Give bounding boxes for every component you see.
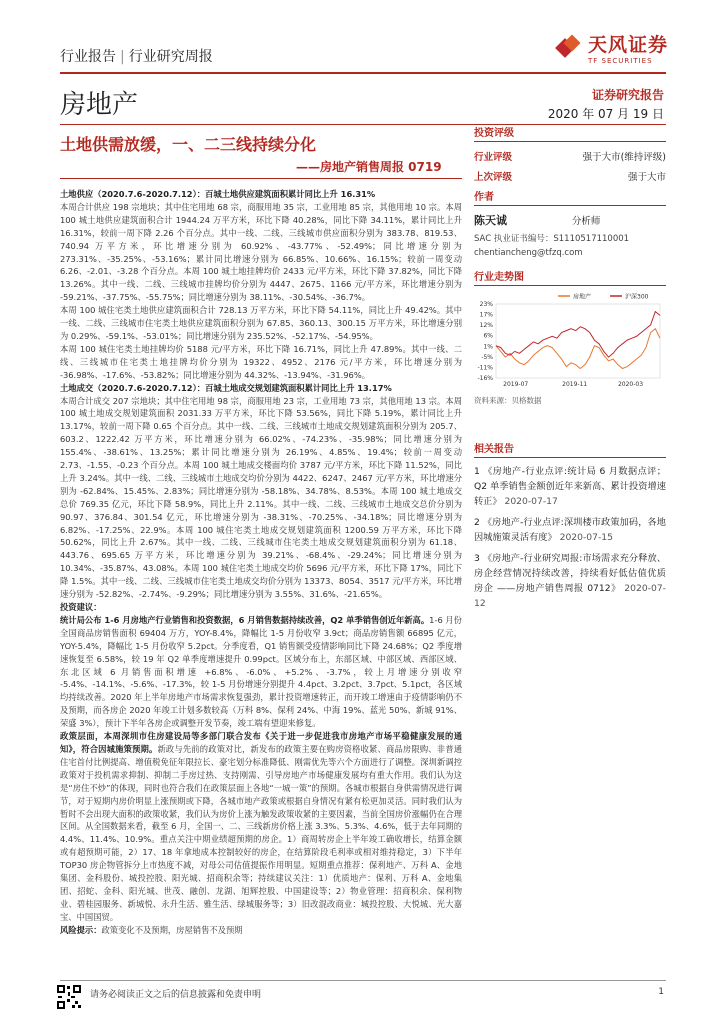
body-paragraph xyxy=(60,614,462,730)
rating-panel xyxy=(474,124,666,186)
trend-chart-panel xyxy=(474,268,666,406)
paragraph-text: 政策变化不及预期，房屋销售不及预期 xyxy=(101,924,243,935)
paragraph-lead: 统计局公布 1-6 月房地产行业销售和投资数据，6 月销售数据持续改善，Q2 单季销售创近年新高。 xyxy=(60,614,430,625)
rating-label: 行业评级 xyxy=(474,152,513,163)
page-number: 1 xyxy=(658,987,664,997)
rating-value: 强于大市(维持评级) xyxy=(582,152,666,163)
author-email[interactable]: chentiancheng@tfzq.com xyxy=(474,248,583,258)
y-tick-label: 6% xyxy=(483,332,493,340)
related-report-text[interactable]: 3 《房地产-行业研究周报:市场需求充分释放、房企经营情况持续改善，持续看好低估值优质房企 ——房地产销售周报 0712》 xyxy=(474,553,666,594)
related-title: 相关报告 xyxy=(474,440,666,458)
paragraph-lead: 政策层面，本周深圳市住房建设局等多部门联合发布《关于进一步促进我市房地产市场平稳健康发展的通知》，符合因城施策预期。 xyxy=(60,731,462,754)
related-report-item[interactable] xyxy=(474,515,666,545)
body-paragraph: 本周 100 城住宅类土地供应建筑面积合计 728.13 万平方米，环比下降 54.11%，同比上升 49.42%。其中一线、二线、三线城市住宅类土地供应建筑面积分别为 67.85、360.13、300.15 万平方米，环比增速分别为 0.29%、-59.1%、-53.01%；同比增速分别为 235.52%、-52.17%、-54.95%。 xyxy=(60,305,462,341)
section-heading: 土地供应（2020.7.6-2020.7.12）：百城土地供应建筑面积累计同比上升 16.31% xyxy=(60,189,376,199)
related-reports-panel xyxy=(474,440,666,611)
body-paragraph: 本周合计供应 198 宗地块；其中住宅用地 68 宗，商服用地 35 宗，工业用地 85 宗，其他用地 10 宗。本周 100 城土地供应建筑面积合计 1944.24 万平方米，环比下降 40.28%，同比下降 34.11%，累计同比上升 16.31%，较前一周下降 2.26 个百分点。其中一线、二线、三线城市供应面积分别为 383.78、819.53、740.94 万平方米，环比增速分别为 60.92%、-43.77%、-52.49%；同比增速分别为 273.31%、-35.25%、-53.16%；累计同比增速分别为 66.85%、10.66%、16.15%；较前一周变动 6.26、-2.01、-3.28 个百分点。本周 100 城土地挂牌均价 2433 元/平方米，环比下降 37.82%，同比下降 13.26%。其中一线、二线、三线城市挂牌均价分别为 4447、2675、1166 元/平方米，环比增速分别为 -59.21%、-37.75%、-55.75%；同比增速分别为 38.11%、-30.54%、-36.7%。 xyxy=(60,201,462,303)
paragraph-lead: 风险提示： xyxy=(60,924,102,935)
y-tick-label: 23% xyxy=(479,301,493,308)
body-paragraph xyxy=(60,924,462,937)
paragraph-text: 新政与先前的政策对比，新发布的政策主要在购房资格收紧、商品房限购、非普通住宅首付比例提高、增值税免征年限拉长、豪宅划分标准降低、刚需优先等六个方面进行了调整。深圳新调控政策对于投机需求抑制、抑制二手房过热、支持刚需、引导房地产市场健康发展均有重大作用。我们认为这是“房住不炒”的体现，同时也符合我们在政策层面上各地“一城一策”的预期。各城市根据自身供需情况进行调节，对于短期内房价明显上涨预期或下降，各城市地产政策或根据自身情况有紧有松更加灵活。同时我们认为暂时不会出现大面积的政策收紧，我们认为房价上涨为触发政策收紧的主要因素，当前全国房价涨幅仍在合理区间。从全国数据来看，截至 6 月，全国一、二、三线新房价格上涨 3.3%、5.3%、4.6%，低于去年同期的 4.4%、11.4%、10.9%。重点关注中期业绩超预期的房企。1）商周转房企上半年竣工确收增长，结算金额或有超预期可能，2）17、18 年拿地成本控制较好的房企，在结算阶段毛利率或相对维持稳定，3）下半年 TOP30 房企物管拆分上市热度不减，对母公司估值提振作用明显。短期重点推荐：保利地产、万科 A、金地集团、金科股份、城投控股、阳光城、招商积余等；持续建议关注：1）优质地产：保利、万科 A、金地集团、招蛇、金科、阳光城、世茂、融创、龙湖、旭辉控股、中国建设等；2）物业管理：招商积余、保利物业、碧桂园服务、新城悦、永升生活、雅生活、绿城服务等；3）旧改混改商业：城投控股、大悦城、光大嘉宝、中国国贸。 xyxy=(60,743,462,922)
related-report-date: 2020-07-15 xyxy=(559,532,614,543)
rating-value: 强于大市 xyxy=(627,172,666,183)
qr-code-icon xyxy=(56,984,82,1010)
x-tick-label: 2019-07 xyxy=(503,381,529,388)
y-tick-label: 17% xyxy=(479,311,493,319)
y-tick-label: 12% xyxy=(479,322,493,330)
logo-name-en: TF SECURITIES xyxy=(588,57,653,65)
category-weekly: 行业研究周报 xyxy=(128,49,213,65)
series-line-real-estate xyxy=(496,329,660,369)
x-tick-label: 2019-11 xyxy=(562,381,588,388)
series-line-csi300 xyxy=(496,312,660,358)
section-heading: 土地成交（2020.7.6-2020.7.12）：百城土地成交规划建筑面积累计同比上升 13.17% xyxy=(60,382,392,393)
related-report-item[interactable] xyxy=(474,551,666,611)
author-sac-number: SAC 执业证书编号：S1110517110001 xyxy=(474,234,630,244)
footer-divider xyxy=(60,980,666,981)
report-date: 2020 年 07 月 19 日 xyxy=(547,107,664,121)
report-subtitle: ——房地产销售周报 0719 xyxy=(296,160,442,174)
disclaimer-text: 请务必阅读正文之后的信息披露和免责申明 xyxy=(90,990,262,1000)
legend-label: 房地产 xyxy=(573,293,592,301)
author-name: 陈天诚 xyxy=(474,214,507,227)
report-body xyxy=(60,188,462,937)
report-type: 证券研究报告 xyxy=(591,88,664,102)
tf-securities-logo xyxy=(556,30,668,65)
body-paragraph: 本周合计成交 207 宗地块；其中住宅用地 98 宗，商服用地 23 宗，工业用地 73 宗，其他用地 13 宗。本周 100 城土地成交规划建筑面积 2031.33 万平方米，环比下降 53.56%，同比下降 5.19%，累计同比上升 13.17%，较前一周下降 0.65 个百分点。其中一线、二线、三线城市土地成交规划建筑面积分别为 205.7、603.2、1222.42 万平方米，环比增速分别为 66.02%、-74.23%、-35.98%；同比增速分别为 155.4%、-38.61%、13.25%；累计同比增速分别为 26.19%、4.85%、19.4%；较前一周变动 2.73、-1.55、-0.23 个百分点。本周 100 城土地成交楼面均价 3787 元/平方米，环比下降 11.52%，同比上升 3.24%。其中一线、二线、三线城市土地成交均价分别为 4422、6247、2467 元/平方米，环比增速分别为 -62.84%、15.45%、2.83%；同比增速分别为 -58.18%、34.78%、8.53%。本周 100 城土地成交总价 769.35 亿元，环比下降 58.9%，同比上升 2.11%。其中一线、二线、三线城市土地成交总价分别为 90.97、376.84、301.54 亿元，环比增速分别为 -38.31%、-70.25%、-34.18%；同比增速分别为 6.82%、-17.25%、22.9%。本周 100 城住宅类土地成交规划建筑面积 1200.59 万平方米，环比下降 50.62%，同比上升 2.67%。其中一线、二线、三线城市住宅类土地成交规划建筑面积分别为 61.18、443.76、695.65 万平方米，环比增速分别为 39.21%、-68.4%、-29.24%；同比增速分别为 10.34%、-35.87%、43.08%。本周 100 城住宅类土地成交均价 5696 元/平方米，环比下降 17%，同比下降 1.5%。其中一线、二线、三线城市住宅类土地成交均价分别为 13373、8054、3517 元/平方米，环比增速分别为 -52.82%、-2.74%、-9.29%；同比增速分别为 3.55%、31.6%、-21.65%。 xyxy=(60,395,462,600)
logo-name-cn: 天风证券 xyxy=(588,34,669,56)
report-category xyxy=(60,46,213,66)
industry-trend-chart xyxy=(474,290,666,390)
author-title: 作者 xyxy=(474,188,666,206)
body-paragraph xyxy=(60,730,462,924)
title-divider xyxy=(60,178,462,179)
related-report-text[interactable]: 1 《房地产-行业点评:统计局 6 月数据点评；Q2 单季销售金额创近年来新高、累计投资增速转正》 xyxy=(474,466,666,507)
y-tick-label: -16% xyxy=(477,375,493,382)
y-tick-label: -11% xyxy=(477,364,493,372)
related-report-item[interactable] xyxy=(474,464,666,509)
rating-title: 投资评级 xyxy=(474,124,666,142)
legend-label: 沪深300 xyxy=(625,293,649,301)
related-report-date: 2020-07-17 xyxy=(504,496,558,507)
chart-title: 行业走势图 xyxy=(474,268,666,286)
header-divider xyxy=(60,72,666,74)
chart-source: 资料来源：贝格数据 xyxy=(474,396,542,405)
paragraph-text: 1-6 月份全国商品房销售面积 69404 万方，YOY-8.4%，降幅比 1-5 月份收窄 3.9ct；商品房销售额 66895 亿元，YOY-5.4%，降幅比 1-5 月份收窄 5.2pct。分季度看，Q1 销售额受疫情影响同比下降 24.68%；Q2 季度增速恢复至 6.58%，较 19 年 Q2 单季度增速提升 0.99pct。区域分布上，东部区域、中部区域、西部区域、东北区域 6 月销售面积增速 +6.8%、-6.0%、+5.2%、-3.7%，较上月增速分别收窄 -5.4%、-14.1%、-5.6%、-17.3%，较 1-5 月份增速分别提升 4.4pct、3.2pct、3.7pct、5.1pct，各区域均持续改善。2020 年上半年房地产市场需求恢复强劲，累计投资增速转正，而开竣工增速由于疫情影响仍不及预期，而各房企 2020 年竣工计划多数较高（万科 8%、保利 24%、中海 19%、蓝光 50%、新城 91%、荣盛 3%），预计下半年各房企或调整开发节奏，竣工端有望迎来修复。 xyxy=(60,614,462,729)
rating-label: 上次评级 xyxy=(474,172,513,183)
rating-row-industry xyxy=(474,146,666,166)
author-role: 分析师 xyxy=(571,216,601,227)
y-tick-label: 1% xyxy=(483,343,493,351)
category-separator: | xyxy=(120,49,125,65)
sector-title: 房地产 xyxy=(60,90,139,120)
rating-row-previous xyxy=(474,166,666,186)
author-panel xyxy=(474,188,666,258)
body-paragraph: 本周 100 城住宅类土地挂牌均价 5188 元/平方米，环比下降 16.71%，同比上升 47.89%。其中一线、二线、三线城市住宅类土地挂牌均价分别为 19322、4952、2176 元/平方米，环比增速分别为 -36.98%、-17.6%、-53.82%；同比增速分别为 44.32%、-13.94%、-31.96%。 xyxy=(60,343,462,380)
related-report-date: 2020-07-12 xyxy=(474,583,666,609)
logo-mark-icon xyxy=(556,35,582,61)
related-report-text[interactable]: 2 《房地产-行业点评:深圳楼市政策加码，各地因城施策灵活有度》 xyxy=(474,517,666,543)
category-industry-report: 行业报告 xyxy=(60,49,116,65)
report-title: 土地供需放缓，一、二三线持续分化 xyxy=(60,135,317,154)
y-tick-label: -5% xyxy=(481,353,493,361)
section-heading: 投资建议： xyxy=(60,602,102,612)
x-tick-label: 2020-03 xyxy=(617,381,644,388)
